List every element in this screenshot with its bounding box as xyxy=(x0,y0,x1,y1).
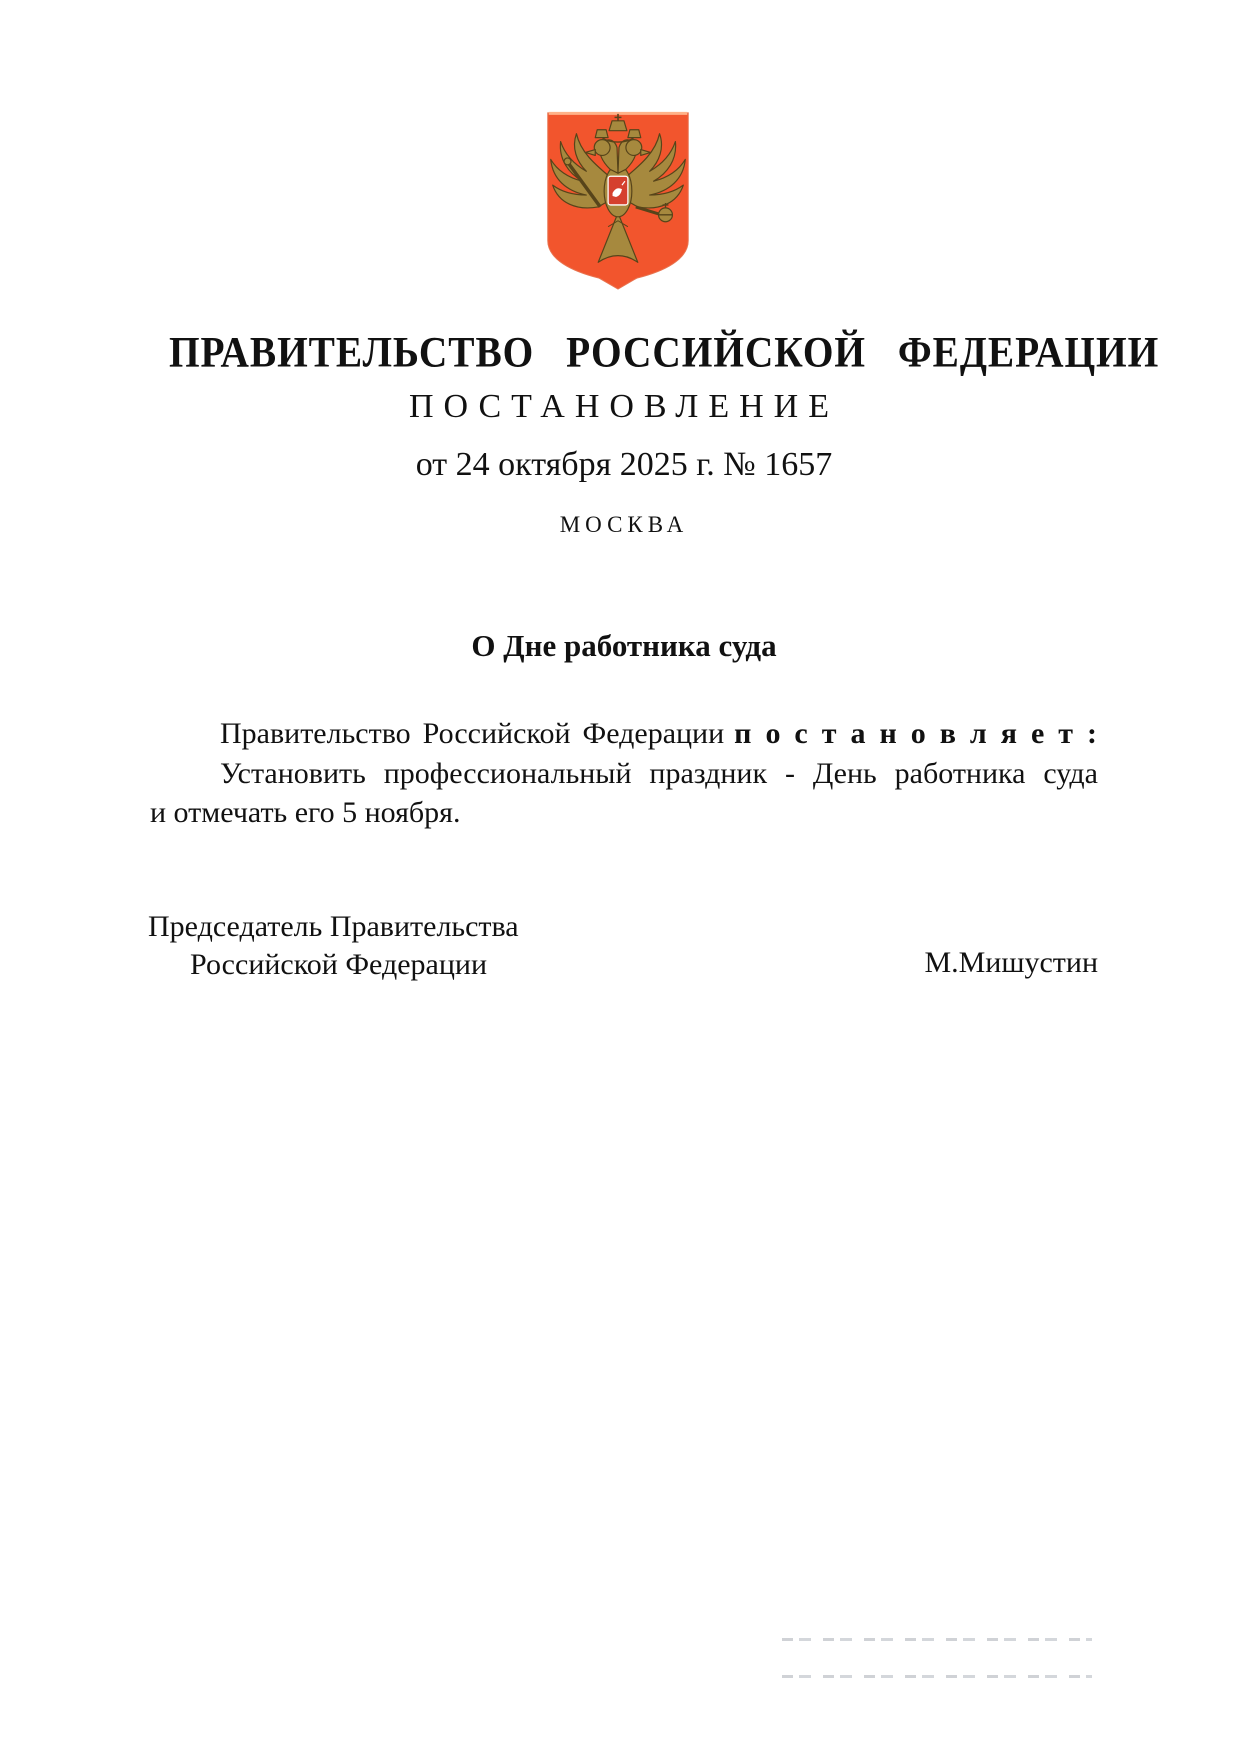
government-title: ПРАВИТЕЛЬСТВО РОССИЙСКОЙ ФЕДЕРАЦИИ xyxy=(168,327,1160,376)
resolves-intro-text: Правительство Российской Федерации xyxy=(220,717,725,750)
date-and-number: от 24 октября 2025 г. № 1657 xyxy=(415,446,833,483)
signer-title-line2: Российской Федерации xyxy=(190,948,488,981)
russia-coat-of-arms-icon xyxy=(537,104,699,292)
signer-name: М.Мишустин xyxy=(924,946,1098,979)
paragraph-establish-line2: и отмечать его 5 ноября. xyxy=(150,796,461,829)
signer-title-line1: Председатель Правительства xyxy=(148,910,519,943)
faint-artifact-line xyxy=(782,1675,1092,1678)
decree-subject: О Дне работника суда xyxy=(471,628,777,663)
resolves-keyword: п о с т а н о в л я е т : xyxy=(734,717,1098,750)
paragraph-resolves xyxy=(150,714,1098,753)
city-label: МОСКВА xyxy=(559,512,689,537)
decree-body xyxy=(150,714,1098,832)
faint-artifact-line xyxy=(782,1638,1092,1641)
paragraph-establish-line1: Установить профессиональный праздник - День работника суда xyxy=(220,757,1098,790)
document-type-heading: ПОСТАНОВЛЕНИЕ xyxy=(408,388,840,425)
